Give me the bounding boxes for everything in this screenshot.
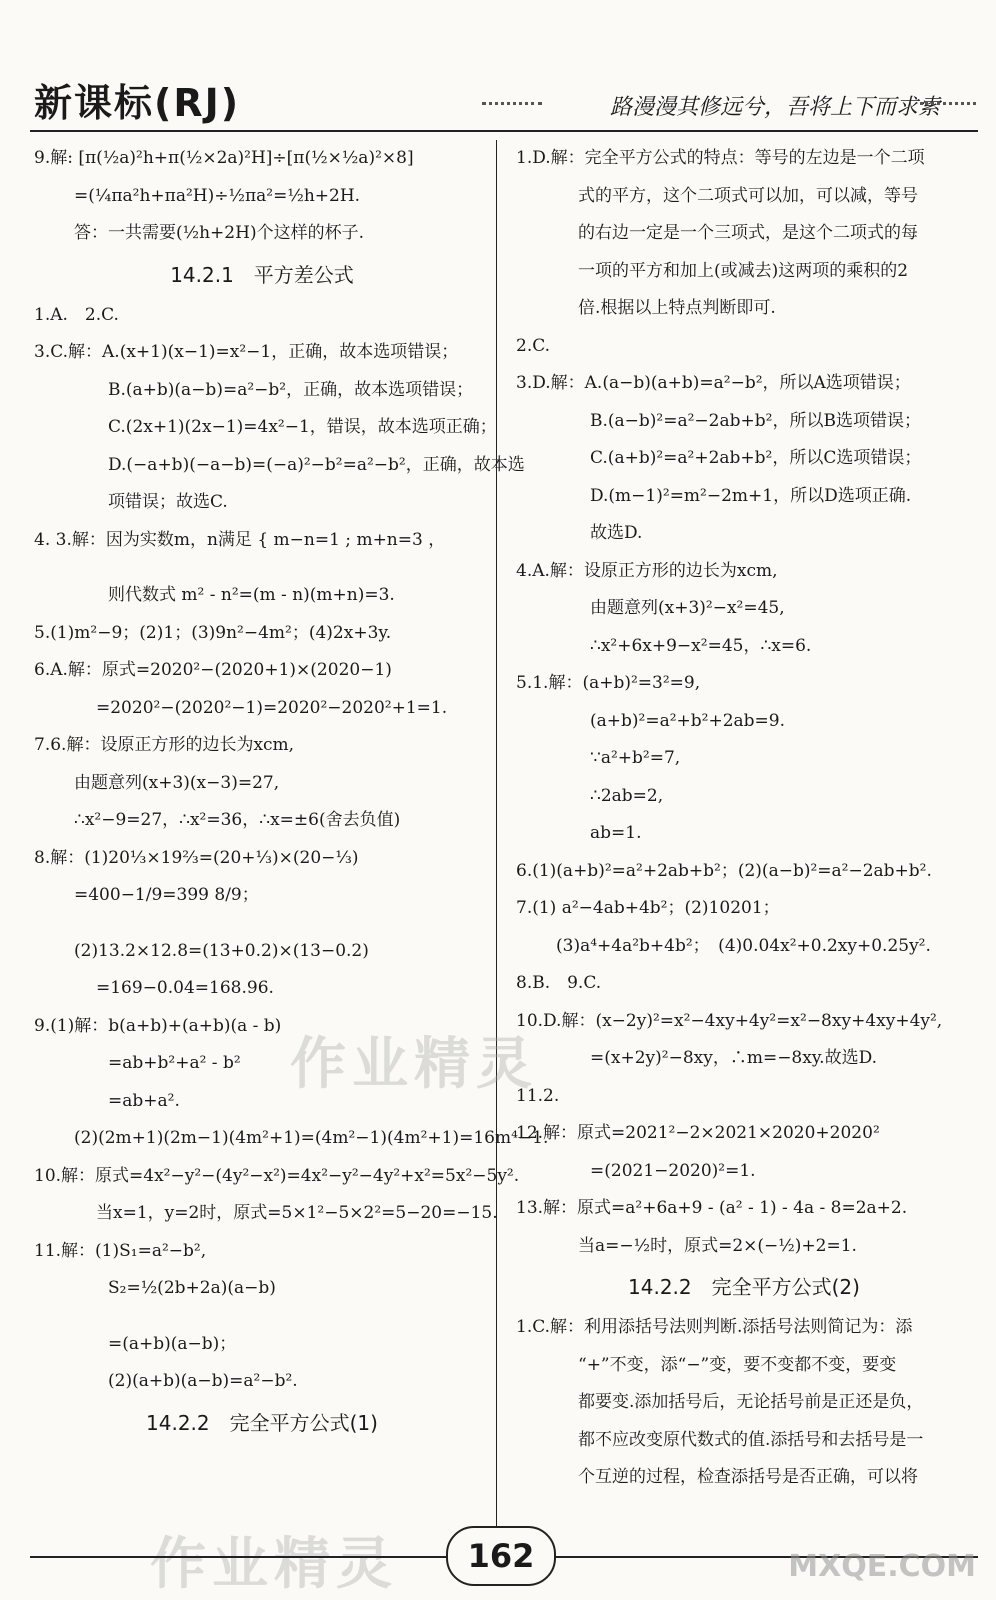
answer-line: 项错误；故选C. — [108, 492, 228, 512]
answer-line: (2)13.2×12.8=(13+0.2)×(13−0.2) — [74, 940, 369, 961]
answer-line: B.(a−b)²=a²−2ab+b²，所以B选项错误； — [590, 410, 921, 431]
answer-line: =(a+b)(a−b)； — [108, 1333, 237, 1354]
answer-line: ∴x²+6x+9−x²=45，∴x=6. — [590, 635, 812, 656]
answer-line: B.(a+b)(a−b)=a²−b²，正确，故本选项错误； — [108, 379, 474, 400]
spacer — [34, 559, 490, 577]
watermark-logo: MXQE.COM — [788, 1549, 976, 1584]
answer-line: 由题意列(x+3)²−x²=45, — [590, 598, 785, 618]
answer-line: 倍.根据以上特点判断即可. — [578, 298, 776, 318]
answer-line: 12.解：原式=2021²−2×2021×2020+2020² — [516, 1123, 880, 1143]
answer-line: 6.(1)(a+b)²=a²+2ab+b²；(2)(a−b)²=a²−2ab+b². — [516, 860, 932, 881]
answer-line: 则代数式 m² - n²=(m - n)(m+n)=3. — [108, 585, 395, 605]
answer-line: 9.(1)解：b(a+b)+(a+b)(a - b) — [34, 1015, 282, 1036]
answer-line: =ab+a². — [108, 1090, 180, 1111]
answer-line: ∴x²−9=27，∴x²=36，∴x=±6(舍去负值) — [74, 810, 401, 830]
answer-line: 式的平方，这个二项式可以加，可以减，等号 — [578, 185, 918, 206]
answer-line: 4. 3.解：因为实数m，n满足 { m−n=1 ; m+n=3 ， — [34, 529, 446, 550]
answer-line: 11.解：(1)S₁=a²−b², — [34, 1240, 207, 1261]
answer-line: =(2021−2020)²=1. — [590, 1160, 756, 1181]
answer-line: “+”不变，添“−”变，要不变都不变，要变 — [578, 1354, 897, 1375]
answer-line: =2020²−(2020²−1)=2020²−2020²+1=1. — [96, 697, 448, 718]
answer-line: 7.(1) a²−4ab+4b²；(2)10201； — [516, 898, 780, 918]
answer-line: 由题意列(x+3)(x−3)=27, — [74, 772, 280, 793]
answer-line: 11.2. — [516, 1085, 560, 1106]
brand-title: 新课标(RJ) — [34, 81, 241, 125]
answer-line: =(x+2y)²−8xy，∴m=−8xy.故选D. — [590, 1048, 878, 1068]
answer-line: =400−1/9=399 8/9； — [74, 885, 259, 905]
dotted-divider-left — [482, 102, 542, 105]
answer-line: 5.(1)m²−9；(2)1；(3)9n²−4m²；(4)2x+3y. — [34, 622, 392, 643]
column-divider — [496, 140, 497, 1542]
right-column — [516, 140, 972, 1497]
answer-line: 10.解：原式=4x²−y²−(4y²−x²)=4x²−y²−4y²+x²=5x²−5y². — [34, 1165, 520, 1186]
answer-line: 3.C.解：A.(x+1)(x−1)=x²−1，正确，故本选项错误； — [34, 342, 459, 362]
header-motto: 路漫漫其修远兮，吾将上下而求索 — [609, 95, 940, 120]
answer-line: 当a=−½时，原式=2×(−½)+2=1. — [578, 1235, 857, 1256]
answer-line: 当x=1，y=2时，原式=5×1²−5×2²=5−20=−15. — [96, 1203, 498, 1223]
answer-line: (2)(2m+1)(2m−1)(4m²+1)=(4m²−1)(4m²+1)=16m⁴−1. — [74, 1128, 549, 1148]
answer-line: (3)a⁴+4a²b+4b²； (4)0.04x²+0.2xy+0.25y². — [556, 935, 931, 956]
answer-line: 13.解：原式=a²+6a+9 - (a² - 1) - 4a - 8=2a+2. — [516, 1198, 908, 1218]
answer-line: 答：一共需要(½h+2H)个这样的杯子. — [74, 223, 364, 243]
page-number: 162 — [446, 1526, 556, 1586]
answer-line: (a+b)²=a²+b²+2ab=9. — [590, 710, 786, 731]
answer-line: 的右边一定是一个三项式，是这个二项式的每 — [578, 223, 918, 243]
section-heading: 14.2.2 完全平方公式(1) — [146, 1410, 378, 1435]
answer-line: 9.解: [π(½a)²h+π(½×2a)²H]÷[π(½×½a)²×8] — [34, 148, 414, 168]
answer-line: =ab+b²+a² - b² — [108, 1053, 241, 1073]
answer-line: 7.6.解：设原正方形的边长为xcm, — [34, 735, 295, 755]
spacer — [34, 915, 490, 933]
answer-line: 6.A.解：原式=2020²−(2020+1)×(2020−1) — [34, 660, 392, 680]
section-heading: 14.2.2 完全平方公式(2) — [628, 1275, 860, 1299]
answer-line: 1.C.解：利用添括号法则判断.添括号法则简记为：添 — [516, 1317, 913, 1337]
header-rule — [30, 130, 978, 132]
spacer — [34, 1308, 490, 1326]
answer-line: C.(a+b)²=a²+2ab+b²，所以C选项错误； — [590, 448, 922, 468]
answer-line: 一项的平方和加上(或减去)这两项的乘积的2 — [578, 260, 909, 281]
answer-line: 都要变.添加括号后，无论括号前是正还是负， — [578, 1392, 924, 1412]
answer-line: 10.D.解：(x−2y)²=x²−4xy+4y²=x²−8xy+4xy+4y², — [516, 1010, 943, 1031]
answer-line: D.(m−1)²=m²−2m+1，所以D选项正确. — [590, 485, 912, 506]
answer-line: 4.A.解：设原正方形的边长为xcm, — [516, 560, 778, 581]
answer-line: =(¼πa²h+πa²H)÷½πa²=½h+2H. — [74, 185, 361, 206]
answer-line: 2.C. — [516, 335, 551, 356]
answer-line: C.(2x+1)(2x−1)=4x²−1，错误，故本选项正确； — [108, 417, 497, 437]
answer-line: 5.1.解：(a+b)²=3²=9, — [516, 673, 701, 693]
watermark-text-bottom: 作业精灵 — [150, 1532, 398, 1597]
watermark-text: 作业精灵 — [290, 1032, 538, 1097]
answer-line: D.(−a+b)(−a−b)=(−a)²−b²=a²−b²，正确，故本选 — [108, 454, 525, 475]
answer-line: 都不应改变原代数式的值.添括号和去括号是一 — [578, 1429, 924, 1450]
answer-line: 1.A. 2.C. — [34, 304, 119, 325]
answer-line: ∴2ab=2, — [590, 785, 664, 806]
answer-line: ∵a²+b²=7, — [590, 748, 681, 768]
answer-line: =169−0.04=168.96. — [96, 978, 274, 998]
page-header — [0, 0, 996, 140]
dotted-divider-right — [920, 102, 976, 105]
answer-line: 8.B. 9.C. — [516, 973, 602, 993]
answer-line: 1.D.解：完全平方公式的特点：等号的左边是一个二项 — [516, 148, 925, 168]
answer-line: 3.D.解：A.(a−b)(a+b)=a²−b²，所以A选项错误； — [516, 373, 911, 393]
answer-line: 个互逆的过程，检查添括号是否正确，可以将 — [578, 1467, 918, 1487]
section-heading: 14.2.1 平方差公式 — [170, 262, 354, 287]
answer-line: S₂=½(2b+2a)(a−b) — [108, 1278, 276, 1298]
answer-line: 8.解：(1)20⅓×19⅔=(20+⅓)×(20−⅓) — [34, 847, 359, 868]
answer-line: (2)(a+b)(a−b)=a²−b². — [108, 1371, 298, 1391]
answer-line: ab=1. — [590, 823, 642, 843]
answer-line: 故选D. — [590, 523, 643, 543]
